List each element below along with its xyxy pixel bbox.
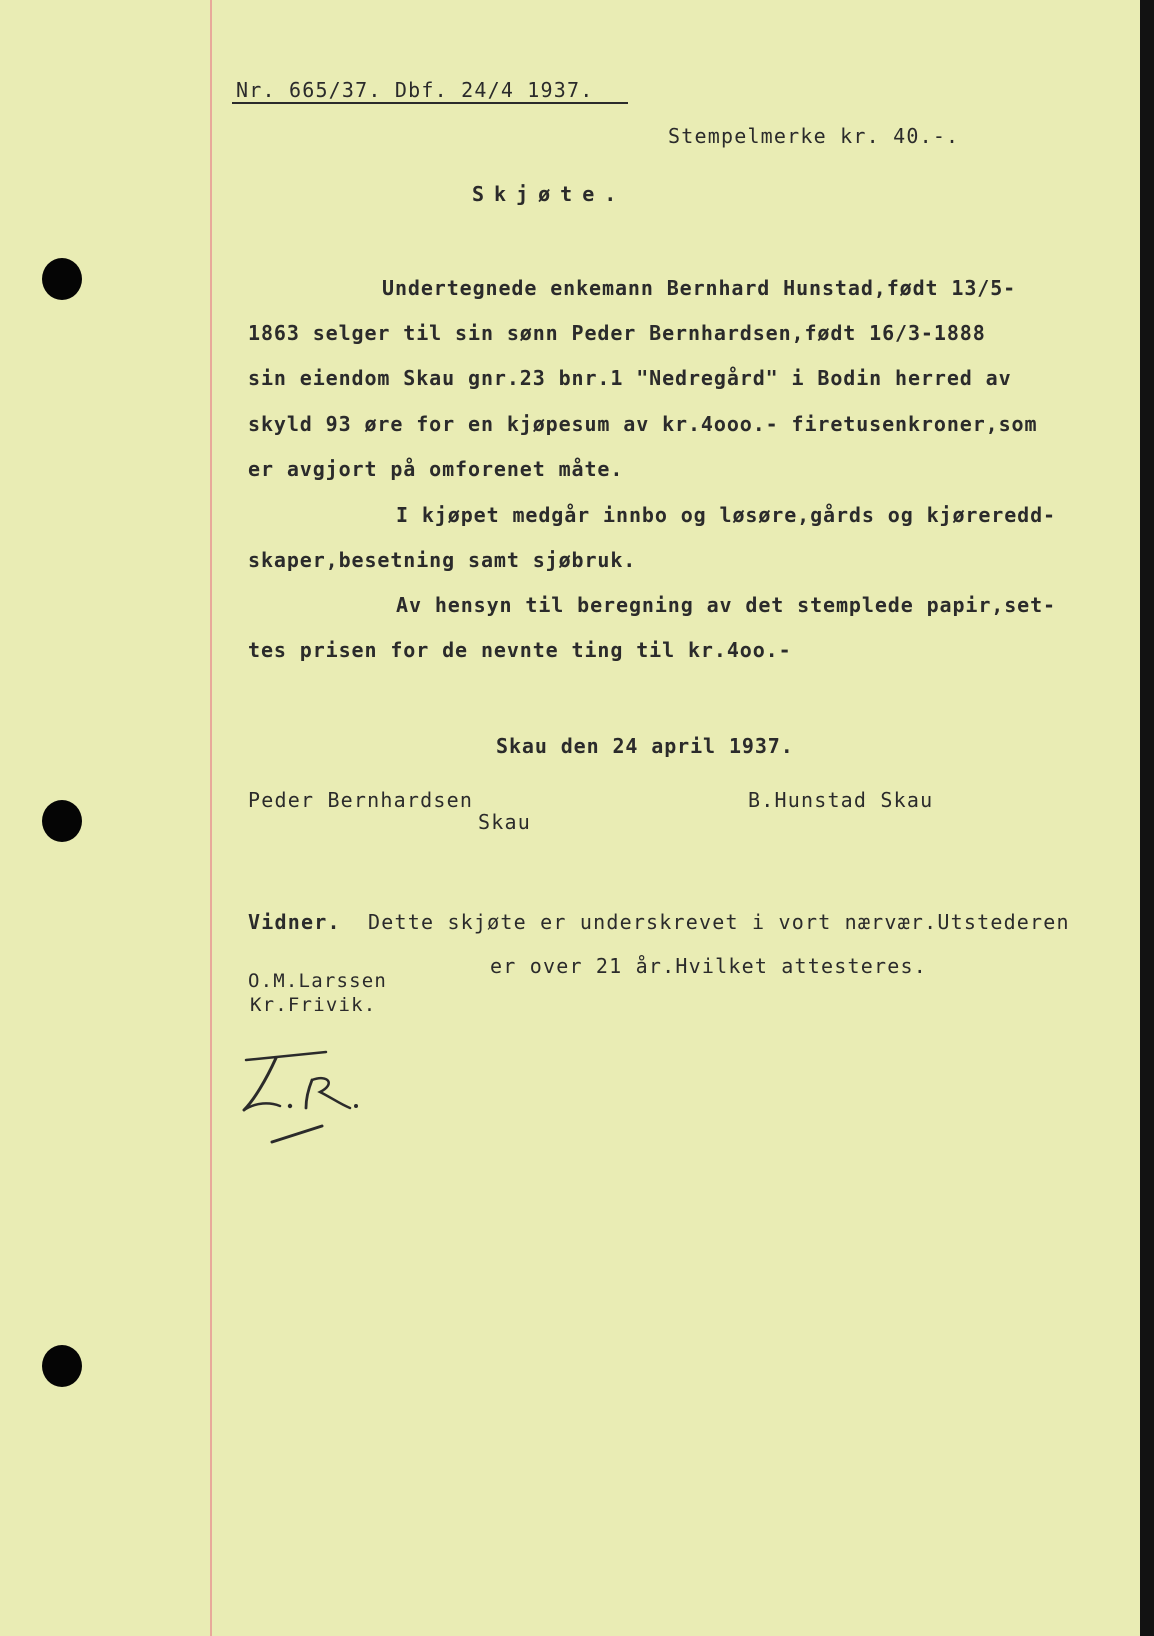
handwritten-initials <box>236 1050 376 1150</box>
punch-hole-middle <box>42 800 82 842</box>
reference-underline <box>232 102 628 104</box>
witness-statement-line-1: Dette skjøte er underskrevet i vort nærvær.Utstederen <box>368 910 1070 934</box>
witness-1: O.M.Larssen <box>248 970 388 992</box>
scan-edge <box>1140 0 1154 1636</box>
punch-hole-top <box>42 258 82 300</box>
reference-number: Nr. 665/37. Dbf. 24/4 1937. <box>236 78 594 102</box>
witnesses-label: Vidner. <box>248 910 341 934</box>
body-line-6: I kjøpet medgår innbo og løsøre,gårds og kjøreredd- <box>396 503 1056 527</box>
witness-statement-line-2: er over 21 år.Hvilket attesteres. <box>490 954 927 978</box>
body-line-9: tes prisen for de nevnte ting til kr.4oo.- <box>248 638 792 662</box>
body-line-7: skaper,besetning samt sjøbruk. <box>248 548 637 572</box>
signature-buyer-place: Skau <box>478 810 531 834</box>
document-title: Skjøte. <box>472 182 627 206</box>
margin-rule <box>210 0 212 1636</box>
signature-seller: B.Hunstad Skau <box>748 788 934 812</box>
body-line-5: er avgjort på omforenet måte. <box>248 457 624 481</box>
body-line-8: Av hensyn til beregning av det stemplede papir,set- <box>396 593 1056 617</box>
body-line-2: 1863 selger til sin sønn Peder Bernhardsen,født 16/3-1888 <box>248 321 986 345</box>
signature-buyer: Peder Bernhardsen <box>248 788 474 812</box>
body-line-4: skyld 93 øre for en kjøpesum av kr.4ooo.- firetusenkroner,som <box>248 412 1038 436</box>
stamp-value: Stempelmerke kr. 40.-. <box>668 124 960 148</box>
witness-2: Kr.Frivik. <box>250 994 377 1016</box>
body-line-3: sin eiendom Skau gnr.23 bnr.1 "Nedregård" i Bodin herred av <box>248 366 1012 390</box>
place-date: Skau den 24 april 1937. <box>496 734 794 758</box>
punch-hole-bottom <box>42 1345 82 1387</box>
body-line-1: Undertegnede enkemann Bernhard Hunstad,født 13/5- <box>382 276 1017 300</box>
